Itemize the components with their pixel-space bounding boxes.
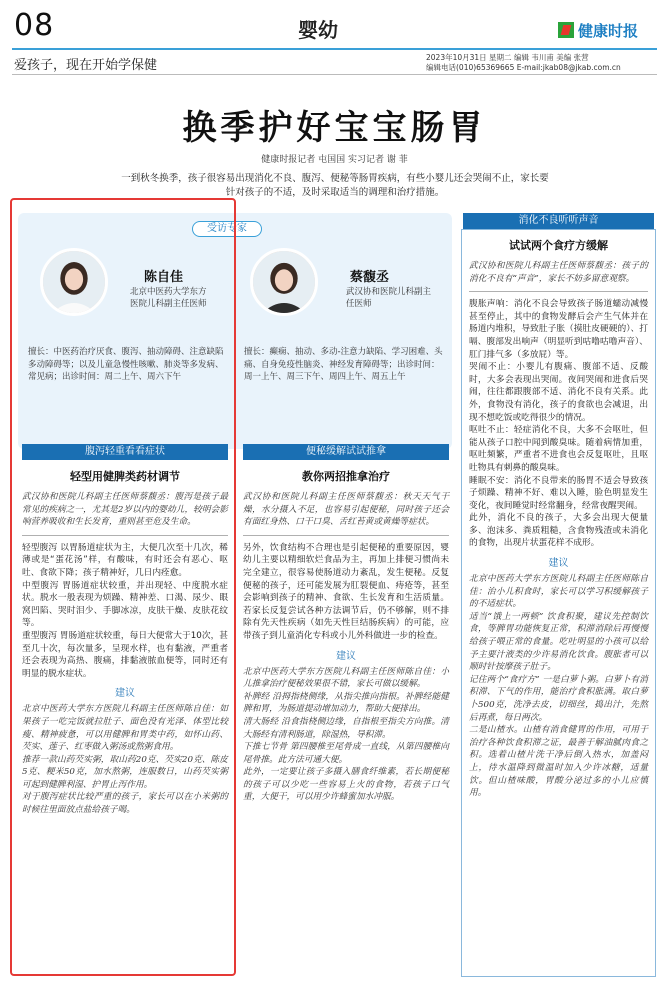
col2-p2: 北京中医药大学东方医院儿科副主任医师陈自佳：小儿推拿治疗便秘效果很不错，家长可做以缓解。 <box>243 666 449 690</box>
expert2-name: 蔡馥丞 <box>350 270 390 285</box>
col3-p5: 此外，消化不良的孩子，大多会出现大便量多、泡沫多、粪质粗糙，含食物残渣或未消化的食物，出现片状蛋花样不成形。 <box>469 513 648 549</box>
col1-intro: 武汉协和医院儿科副主任医师蔡馥丞：腹泻是孩子最常见的疾病之一，尤其是2岁以内的婴幼儿，较明会影响营养吸收和生长发育，重则甚至危及生命。 <box>22 492 228 528</box>
page-number: 08 <box>14 8 55 43</box>
logo-text: 健康时报 <box>578 21 639 40</box>
issue-info: 2023年10月31日 星期二 编辑 韦川甫 美编 张营 <box>426 53 589 62</box>
expert2-desc: 擅长：癫痫、抽动、多动-注意力缺陷、学习困难、头痛、自身免疫性脑炎、神经发育障碍等；出诊时间：周一上午、周三下午、周四上午、周五上午 <box>244 347 443 382</box>
col3-p7: 适当“饿上一两顿” 饮食积聚，建议先控制饮食，等脾胃功能恢复正常，积滞消除后再慢慢给孩子喂正常的食量。吃吐明显的小孩可以给予主要汁液类的少许易消化饮食。腹胀者可以顺时针按摩孩子肚子。 <box>469 611 648 673</box>
col2-p5: 下推七节骨 第四腰椎至尾骨成一直线，从第四腰椎向尾骨推。此方法可通大便。 <box>243 742 449 765</box>
col3-subhead: 试试两个食疗方缓解 <box>509 239 608 252</box>
expert1-title: 北京中医药大学东方医院儿科副主任医师 <box>130 287 207 309</box>
expert1-desc: 擅长：中医药治疗厌食、腹泻、抽动障碍、注意缺陷多动障碍等；以及儿童急慢性咳嗽、肺炎等多发病、常见病；出诊时间：周二上午、周六下午 <box>28 347 224 382</box>
col2-intro: 武汉协和医院儿科副主任医师蔡馥丞：秋天天气干燥，水分摄入不足，也容易引起便秘，同时孩子还会有面红身热、口干口臭、舌红苔黄或黄燥等症状。 <box>243 492 449 528</box>
col3-p1: 腹胀声响：消化不良会导致孩子肠道蠕动减慢甚至停止，其中的食物发酵后会产生气体并在肠道内堆积，导致肚子胀（摸肚皮硬硬的）、打嗝、腹部发出响声（明显听到咕噜咕噜声音）、肛门排气多（多放屁）等。 <box>469 299 648 360</box>
highlight-box <box>10 198 236 976</box>
editor-contact: 编辑电话(010)65369665 E-mail:jkab08@jkab.com.cn <box>426 63 621 72</box>
col3-p4: 睡眠不安：消化不良带来的肠胃不适会导致孩子烦躁、精神不好、难以入睡，脸色明显发生变化，夜间睡觉时经常翻身，经常夜醒哭闹。 <box>469 475 648 511</box>
col1-p1: 轻型腹泻 以胃肠道症状为主，大便几次至十几次，稀薄或是“蛋花汤”样，有酸味，有时还会有恶心、呕吐、食欲下降；孩子精神好，几日内痊愈。 <box>22 542 228 578</box>
expert2-title: 武汉协和医院儿科副主任医师 <box>346 287 432 309</box>
col3-intro: 武汉协和医院儿科副主任医师蔡馥丞：孩子的消化不良有“声音”，家长不妨多留意观察。 <box>469 261 648 284</box>
byline: 健康时报记者 屯国国 实习记者 谢 菲 <box>261 155 408 165</box>
section-title: 婴幼 <box>298 18 338 42</box>
col2-advice-label: 建议 <box>336 650 356 662</box>
col1-p6: 对于腹泻症状比较严重的孩子，家长可以在小米粥的时候往里面放点盐给孩子喝。 <box>22 792 228 816</box>
col1-advice-label: 建议 <box>115 688 135 700</box>
col1-p3: 重型腹泻 胃肠道症状较重，每日大便常大于10次，甚至几十次，每次量多，呈现水样，也有黏液，严重者还会表现为高热、腹痛，排黏液脓血便等，同时还有明显的脱水症状。 <box>22 630 228 679</box>
col2-p3: 补脾经 沿拇指桡侧缘，从指尖推向指根。补脾经能健脾和胃，为肠道提动增加动力，帮助大便排出。 <box>243 691 449 715</box>
col1-p2: 中型腹泻 胃肠道症状较重，并出现轻、中度脱水症状。脱水一般表现为烦躁、精神差、口渴、尿少、眼窝凹陷、哭时泪少、手脚冰凉，皮肤干燥、皮肤花纹等。 <box>22 580 228 629</box>
col1-p4: 北京中医药大学东方医院儿科副主任医师陈自佳：如果孩子一吃完饭就拉肚子、面色没有光泽、体型比较瘦、精神疲惫，可以用健脾和胃类中药，如怀山药、芡实、莲子、红枣做入粥汤或熬粥食用。 <box>22 704 228 753</box>
col2-p4: 清大肠经 沿食指桡侧边缘，自指根至指尖方向推。清大肠经有清利肠道，除湿热，导积滞。 <box>243 716 449 740</box>
header-rule-thin <box>12 74 657 75</box>
col3-p3: 呕吐不止：轻症消化不良，大多不会呕吐，但能从孩子口腔中闻到酸臭味。随着病情加重，呕吐频繁，严重者不进食也会反复呕吐，且呕吐物具有刺鼻的酸臭味。 <box>469 425 648 473</box>
expert1-name: 陈自佳 <box>144 270 184 285</box>
newspaper-logo <box>558 18 638 42</box>
slogan: 爱孩子，现在开始学保健 <box>14 58 158 73</box>
headline: 换季护好宝宝肠胃 <box>182 108 487 148</box>
col1-p5: 推荐一款山药芡实粥，取山药20克、芡实20克、陈皮5克、粳米50克，加水熬粥，连服数日，山药芡实粥可起到健脾利湿、护胃止泻作用。 <box>22 754 228 790</box>
col2-divider <box>243 535 449 536</box>
expert2-photo <box>250 248 318 316</box>
col3-p8: 记住两个“食疗方” 一是白萝卜粥。白萝卜有消积滞、下气的作用，能治疗食积胀满。取白萝卜500克，洗净去皮，切细丝，捣出汁，先熬后再煮，每日两次。 <box>469 674 648 723</box>
col3-p9: 二是山楂水。山楂有消食健胃的作用，可用于治疗各种饮食积滞之证，最善于解油腻肉食之积。选着山楂片洗干净后倒入热水，加盖闷上，待水温降到微温时加入少许冰糖，适量饮。但山楂味酸，胃酸分泌过多的小儿应慎用。 <box>469 725 648 799</box>
col3-p6: 北京中医药大学东方医院儿科副主任医师陈自佳：治小儿积食时，家长可以学习积缓解孩子的不适症状。 <box>469 574 648 610</box>
col3-advice-label: 建议 <box>548 558 569 570</box>
lead-paragraph: 一到秋冬换季，孩子很容易出现消化不良、腹泻、便秘等肠胃疾病，有些小婴儿还会哭闹不止，家长要针对孩子的不适，及时采取适当的调理和治疗措施。 <box>121 173 549 198</box>
col3-header: 消化不良听听声音 <box>463 213 654 229</box>
logo-icon <box>558 22 574 38</box>
col2-subhead: 教你两招推拿治疗 <box>302 470 390 483</box>
expert-tag: 受访专家 <box>192 221 262 237</box>
column-indigestion <box>463 213 654 800</box>
col1-subhead: 轻型用健脾类药材调节 <box>70 470 180 483</box>
col2-p6: 此外，一定要让孩子多摄入膳食纤维素，若长期便秘的孩子可以少吃一些容易上火的食物，若孩子口气重，大便干，可以用少许蜂蜜加水冲服。 <box>243 767 449 803</box>
col2-p1: 另外，饮食结构不合理也是引起便秘的重要原因，婴幼儿主要以精细软烂食品为主，再加上排便习惯尚未完全建立，很容易使肠道动力紊乱，发生便秘。反复便秘的孩子，还可能发展为肛裂便血、痔疮等，甚至会影响到孩子的精神、食欲、生长发育和生活质量。若家长反复尝试各种方法调节后，仍不够解，则不排除有先天性疾病（如先天性巨结肠疾病）的可能，应带孩子到儿童消化专科或小儿外科做进一步的检查。 <box>243 542 449 641</box>
col1-header: 腹泻轻重看看症状 <box>22 444 228 460</box>
header-rule <box>12 48 657 50</box>
column-constipation <box>243 444 449 804</box>
col3-p2: 哭闹不止：小婴儿有腹痛、腹部不适、反酸时，大多会表现出哭闹。夜间哭闹和进食后哭闹，往往都跟腹部不适、消化不良有关系。此外，食物没有消化，孩子的食欲也会减退，出现不想吃饭或吃得很少的情况。 <box>469 362 648 423</box>
col2-header: 便秘缓解试试推拿 <box>243 444 449 460</box>
col3-divider <box>469 291 648 292</box>
